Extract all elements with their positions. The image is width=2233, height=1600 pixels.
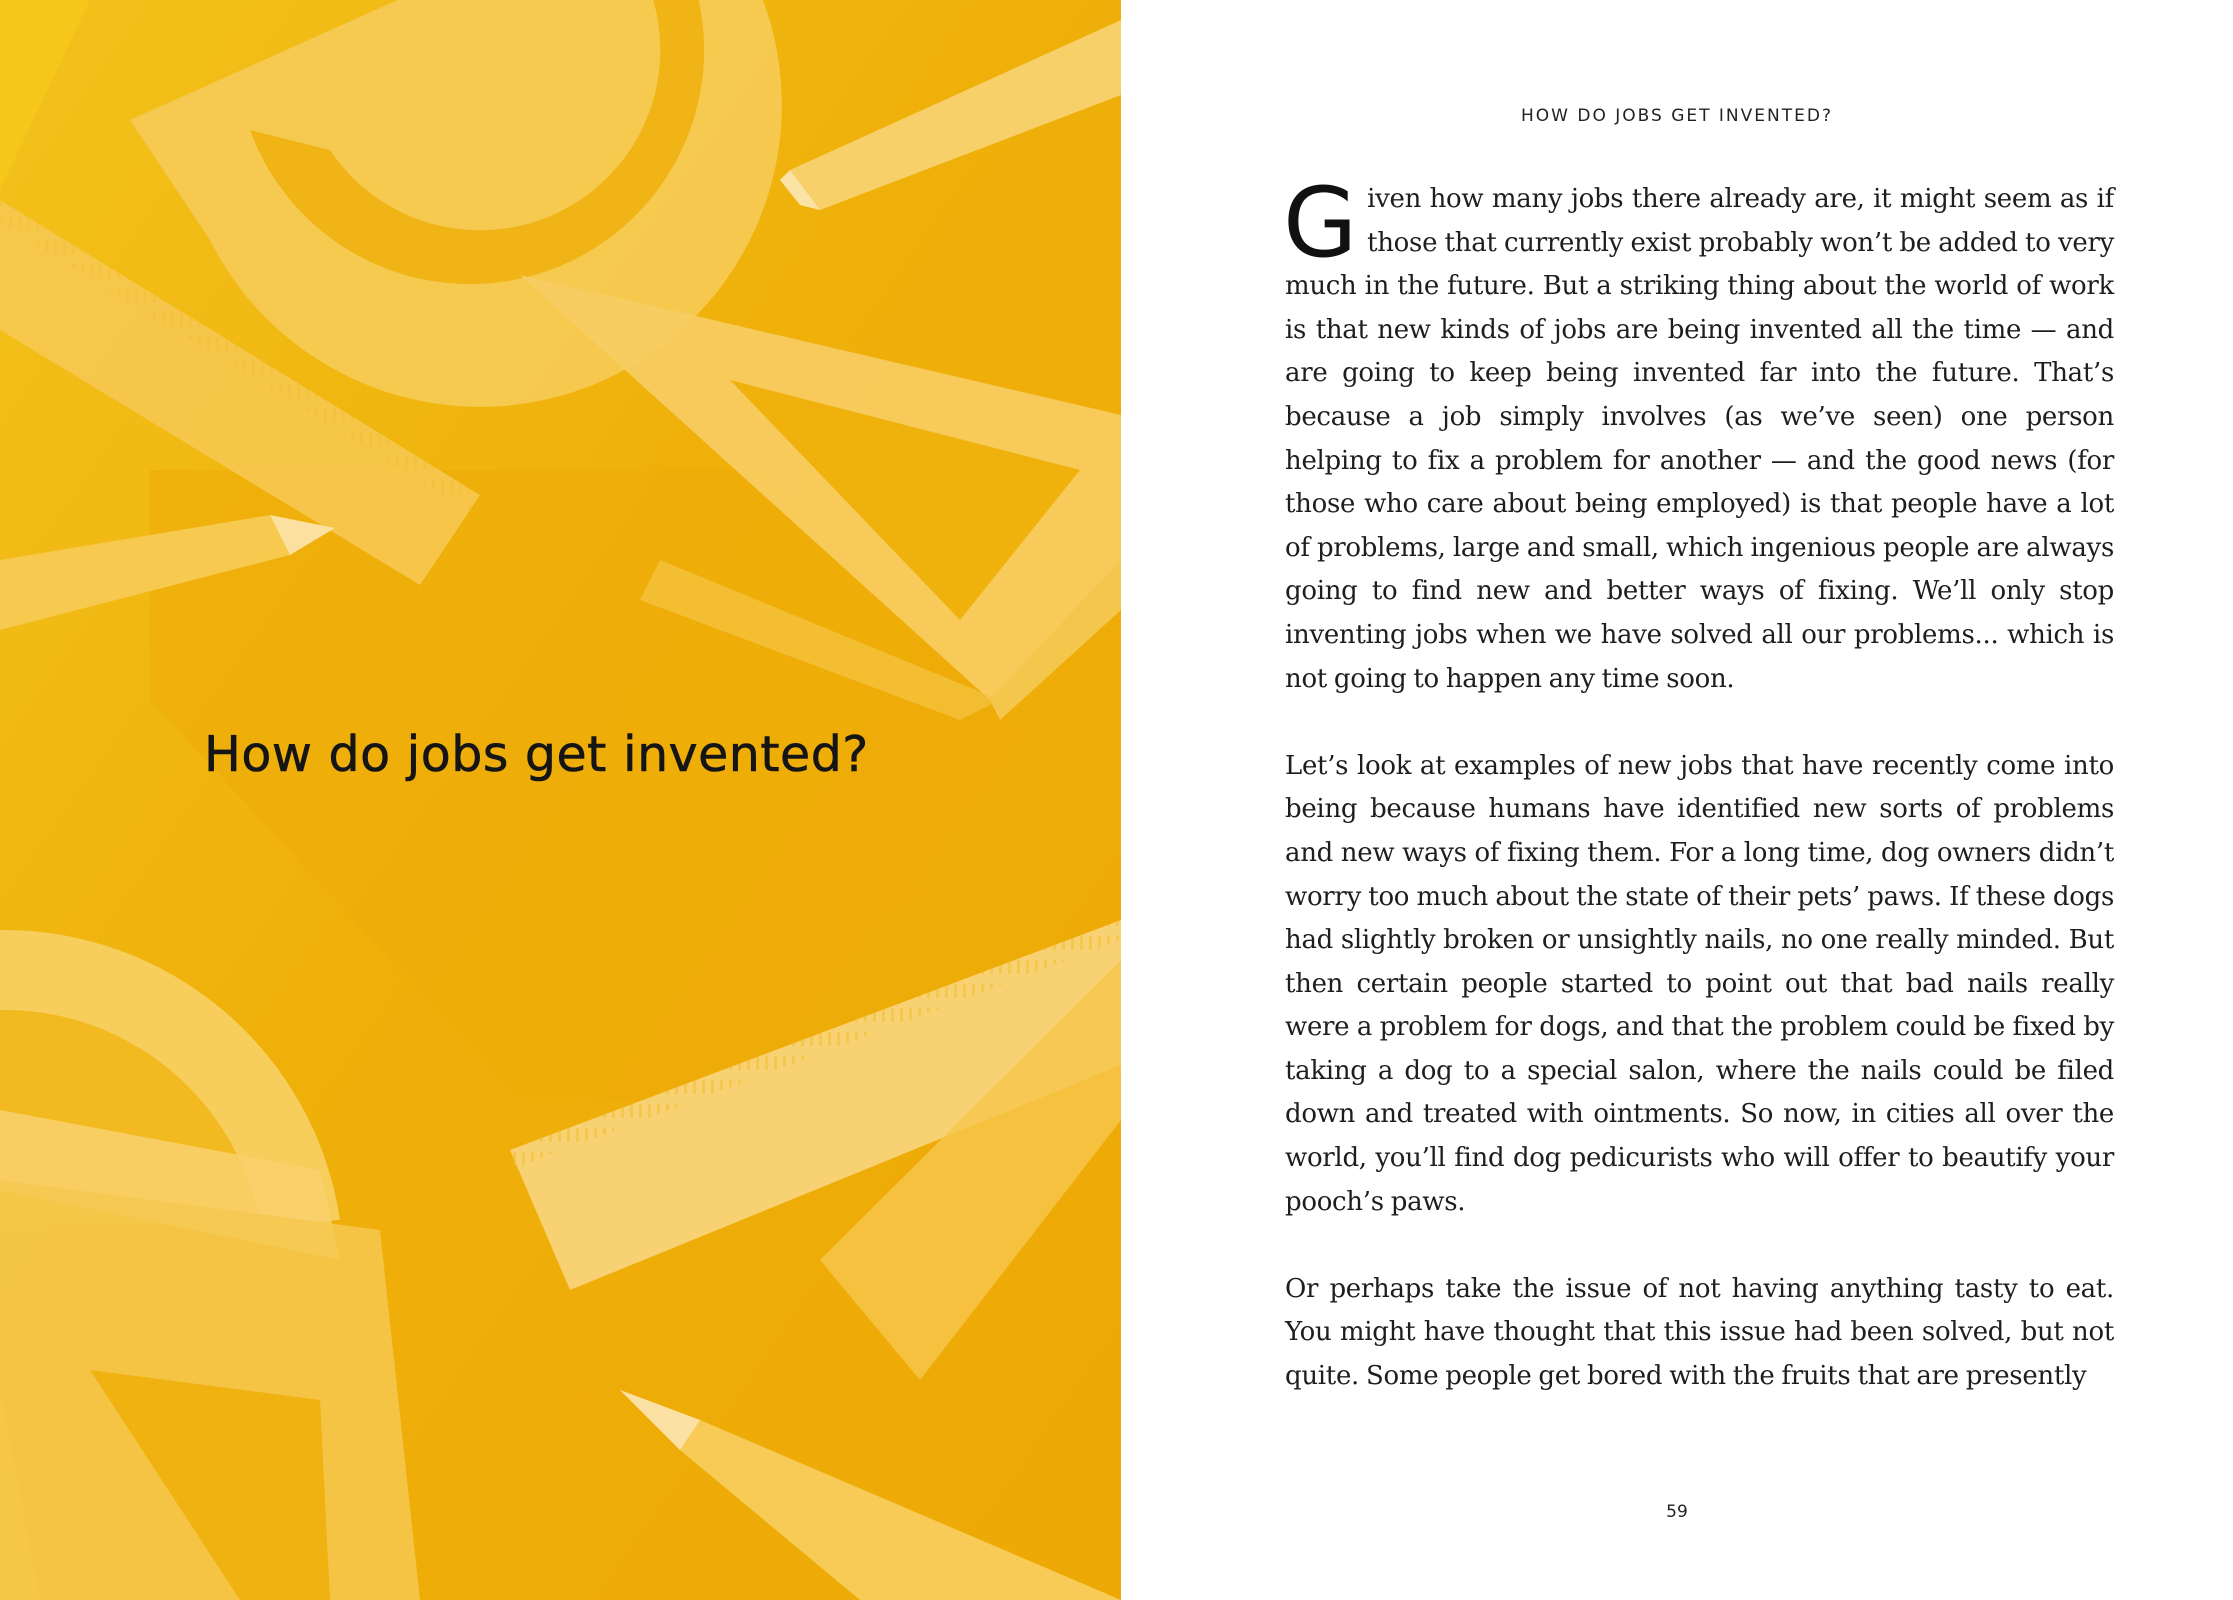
page-number: 59 xyxy=(1666,1502,1688,1522)
chapter-heading: How do jobs get invented? xyxy=(204,726,869,783)
paragraph-1-text: iven how many jobs there already are, it might seem as if those that currently exist probably won’t be added to very much in the future. But a striking thing about the world of work is that new kinds of jobs are being invented all the time — and are going to keep being invented far into the future. That’s because a job simply involves (as we’ve seen) one person helping to fix a problem for another — and the good news (for those who care about being employed) is that people have a lot of problems, large and small, which ingenious people are always going to find new and better ways of fixing. We’ll only stop inventing jobs when we have solved all our problems... which is not going to happen any time soon. xyxy=(1285,184,2114,694)
drop-cap: G xyxy=(1283,167,1358,279)
paragraph-1 xyxy=(1283,167,2114,701)
running-head: HOW DO JOBS GET INVENTED? xyxy=(1521,106,1833,126)
body-text xyxy=(1283,167,2114,1442)
paragraph-3: Or perhaps take the issue of not having anything tasty to eat. You might have thought that this issue had been solved, but not quite. Some people get bored with the fruits that are presently xyxy=(1285,1273,2114,1392)
right-page xyxy=(1121,0,2233,1600)
paragraph-2: Let’s look at examples of new jobs that have recently come into being because humans have identified new sorts of problems and new ways of fixing them. For a long time, dog owners didn’t worry too much about the state of their pets’ paws. If these dogs had slightly broken or unsightly nails, no one really minded. But then certain people started to point out that bad nails really were a problem for dogs, and that the problem could be fixed by taking a dog to a special salon, where the nails could be filed down and treated with ointments. So now, in cities all over the world, you’ll find dog pedicurists who will offer to beautify your pooch’s paws. xyxy=(1285,750,2114,1217)
set-square-bottom-left-shape xyxy=(0,1180,420,1600)
